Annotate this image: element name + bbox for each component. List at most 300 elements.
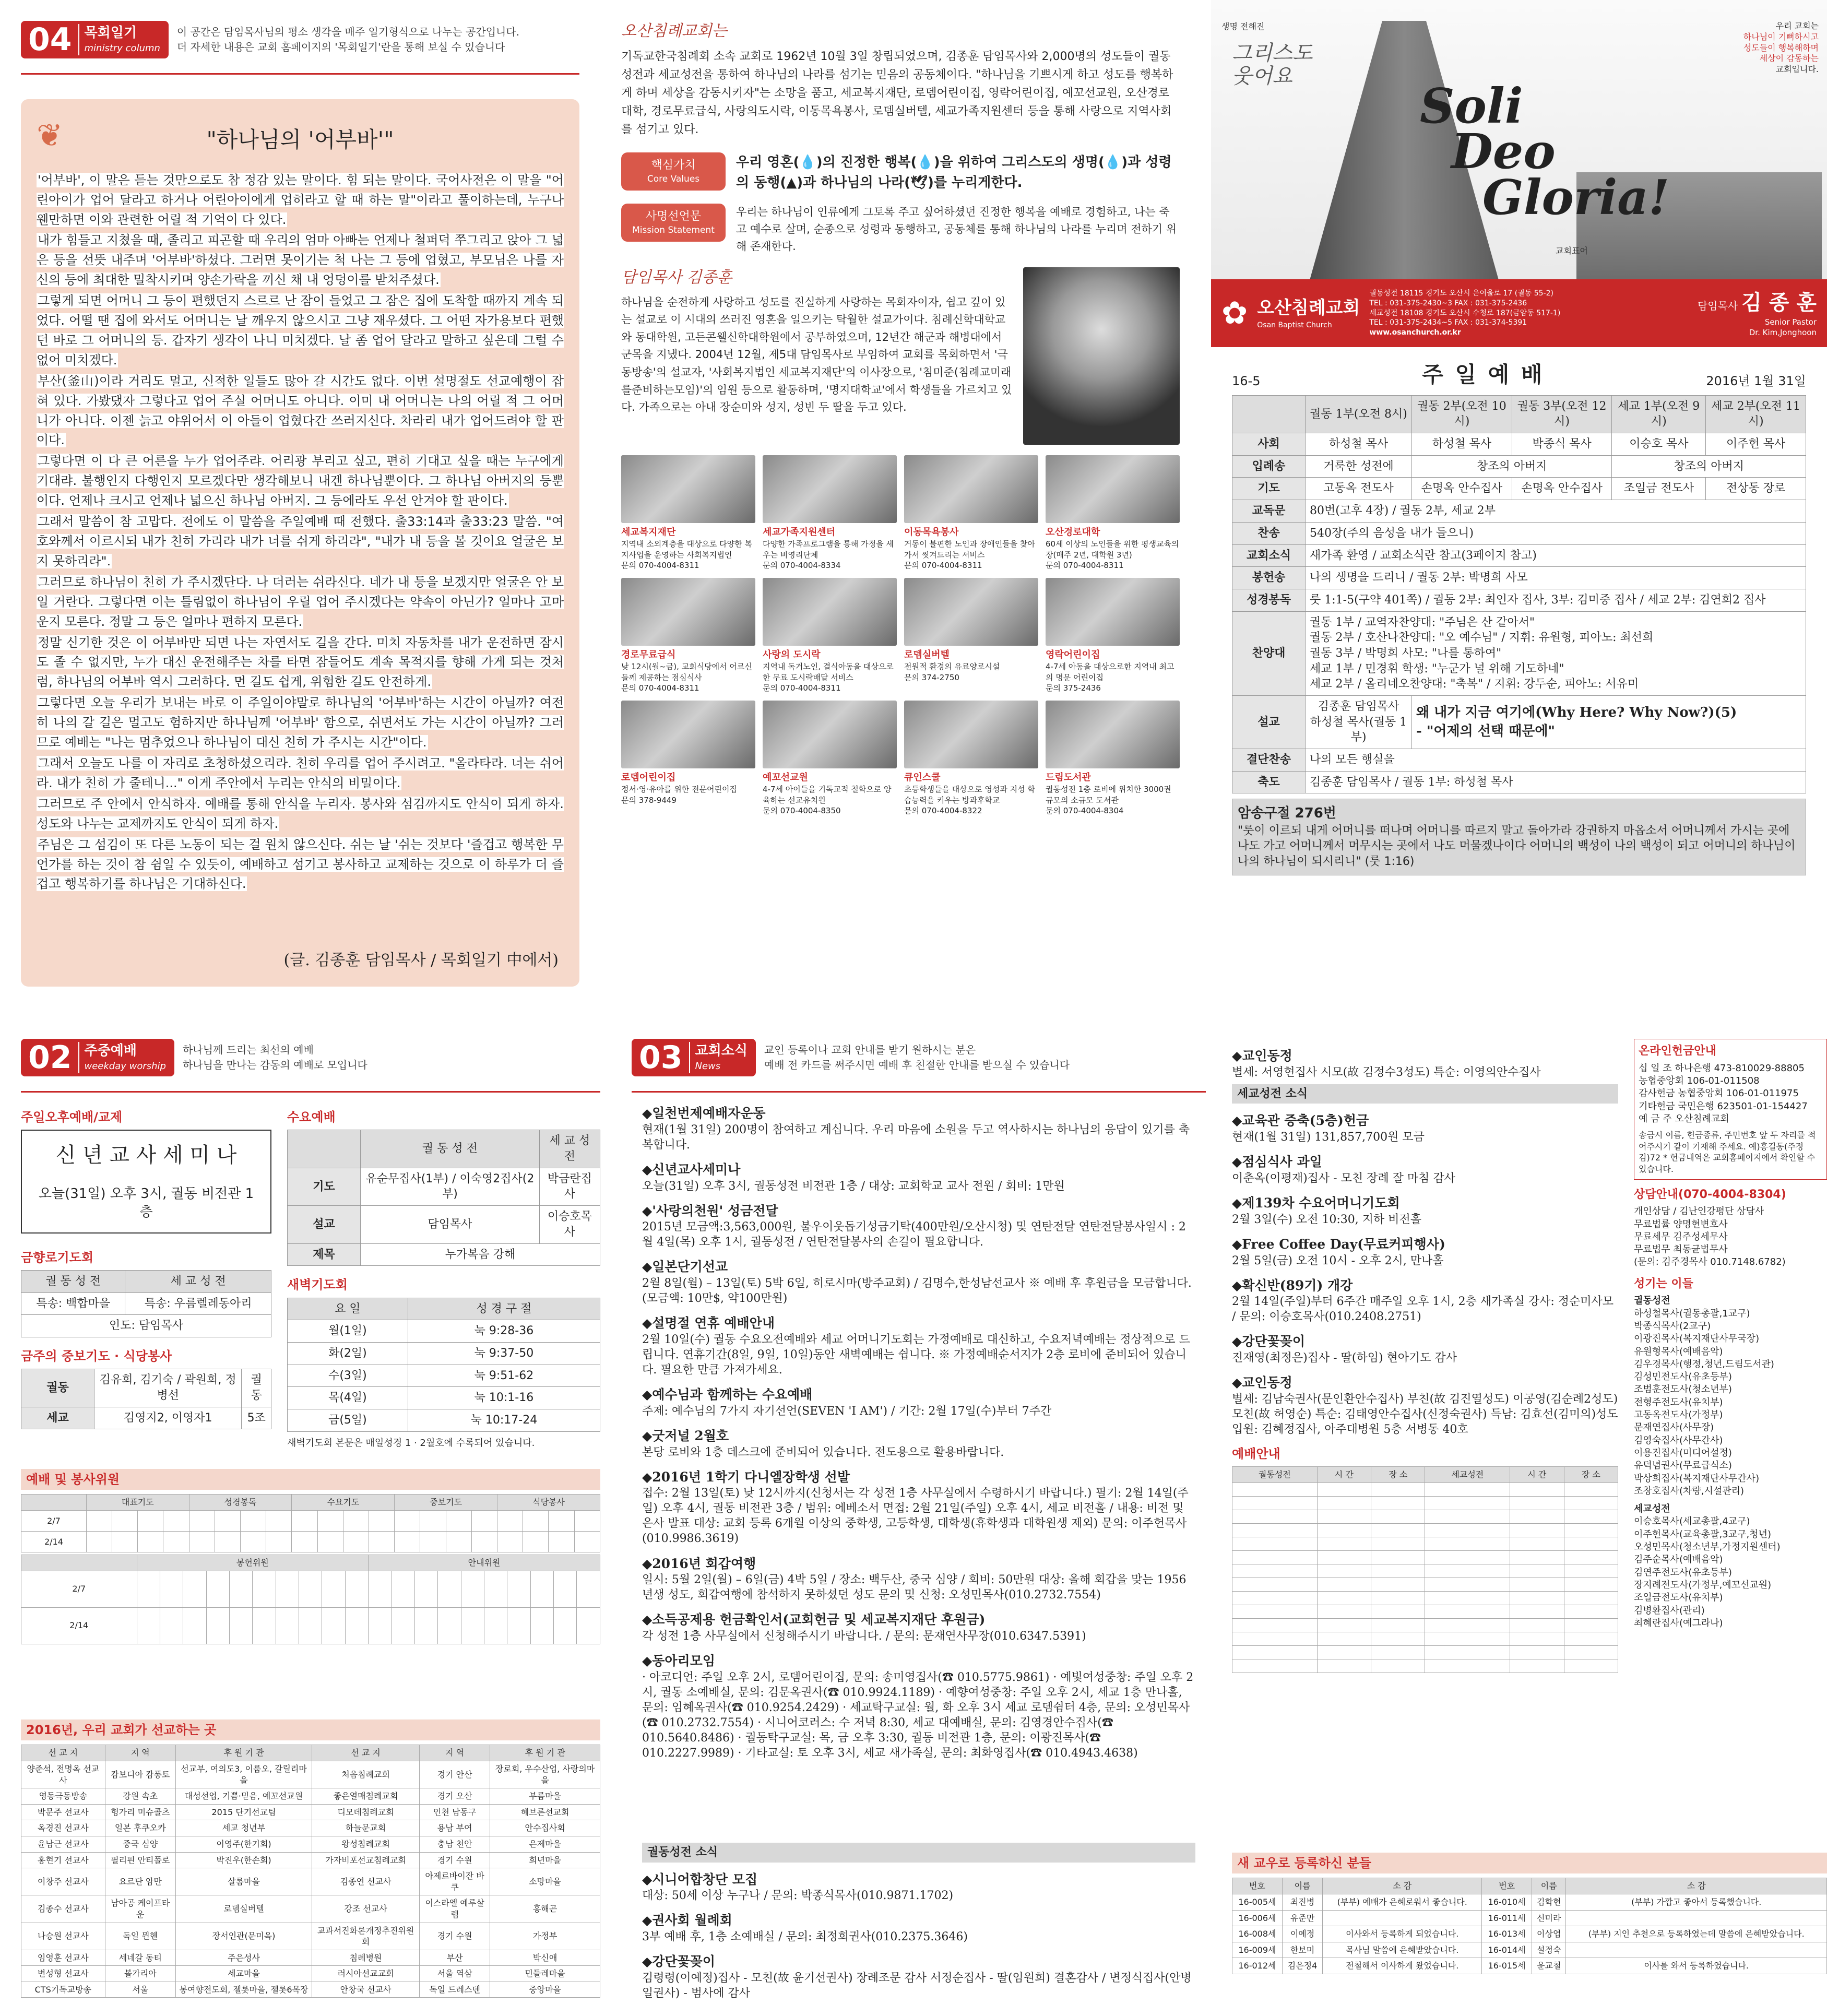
cell: 디모데침례교회: [312, 1804, 420, 1820]
worship-order: [1232, 360, 1806, 875]
choir-line: 궐동 1부 / 교역자찬양대: "주님은 산 같아서": [1310, 615, 1535, 629]
ministry-contact: 문의 070-4004-8322: [904, 805, 982, 815]
col-header: 궐 동 성 전: [21, 1270, 125, 1292]
newcomers-table: [1232, 1878, 1827, 1974]
cover-panel: [1211, 0, 1827, 987]
cell: 수(3일): [288, 1365, 408, 1387]
cell: 눅 10:1-16: [408, 1387, 600, 1409]
church-name-block: [1257, 297, 1360, 330]
website-link[interactable]: www.osanchurch.or.kr: [1369, 328, 1461, 337]
newcomer-row: [1232, 1894, 1827, 1910]
church-intro-text: 기독교한국침례회 소속 교회로 1962년 10월 3일 창립되었으며, 김종훈 담임목사와 2,000명의 성도들이 궐동성전과 세교성전을 통하여 하나님의 나라를 섬기는 믿음의 공동체이다. "하나님을 기쁘시게 하고 성도를 행복하게 하며 세상을 감동시키자"는 소망을 품고, 세교복지재단, 로뎀어린이집, 영락어린이집, 예꼬선교원, 오산경로대학, 경로무료급식, 사랑의도시락, 이동목욕봉사, 로뎀실버텔, 세교가족지원센터 등을 통해 사랑으로 지역사회를 섬기고 있다.: [621, 50, 1173, 137]
account-line: 십 일 조 하나은행 473-810029-88805: [1639, 1062, 1805, 1074]
cell: 양준석, 전명옥 선교사: [21, 1761, 105, 1788]
cell: [1232, 1537, 1318, 1551]
cell: [1564, 1537, 1618, 1551]
ministry-item: [621, 455, 755, 571]
news-list: [642, 1096, 1195, 1761]
name-cell: [414, 1607, 437, 1644]
section-description: [177, 25, 519, 55]
cell: 목사님 말씀에 은혜받았습니다.: [1323, 1942, 1482, 1958]
cell: 부산: [420, 1950, 490, 1966]
choir-row: [1232, 611, 1806, 695]
cell: 김유희, 김기숙 / 곽원희, 정병선: [94, 1369, 242, 1407]
cell: 거룩한 성전에: [1306, 455, 1412, 478]
counsel-line: 무료법무 최동균법무사: [1634, 1244, 1728, 1255]
header-row: [21, 1555, 600, 1571]
essay-body: [37, 171, 564, 895]
ministry-desc: 다양한 가족프로그램을 통해 가정을 세우는 비영리단체: [763, 539, 894, 560]
cell: [1371, 1659, 1425, 1673]
news-item-body: 일시: 5월 2일(월) – 6일(금) 4박 5일 / 장소: 백두산, 중국 심양 / 회비: 50만원 대상: 올해 회갑을 맞는 1956년생 성도, 회갑여행에 참석하지 못하셨던 성도 문의 및 신청: 오성민목사(010.2732.7554): [642, 1573, 1187, 1602]
cell: 김영지2, 이영자1: [94, 1407, 242, 1429]
cell: [1371, 1592, 1425, 1605]
usher-row: [21, 1607, 600, 1644]
cell: [1371, 1537, 1425, 1551]
news-item-title: ◆제139차 수요어머니기도회: [1232, 1195, 1400, 1211]
cell: 홍현기 선교사: [21, 1852, 105, 1868]
time-row: [1232, 1578, 1618, 1592]
cell: [1371, 1510, 1425, 1524]
cell: [1317, 1524, 1371, 1537]
sunday-head: 주일오후예배/교제: [21, 1110, 123, 1124]
cell: 박종식 목사: [1512, 433, 1612, 456]
cell: [1317, 1659, 1371, 1673]
name-cell: [414, 1571, 437, 1607]
cell: [1510, 1632, 1564, 1646]
cell: 눅 9:28-36: [408, 1320, 600, 1343]
ministry-item: [763, 701, 897, 816]
ministry-name: 영락어린이집: [1046, 649, 1100, 661]
essay-text: 주님은 그 섬김이 또 다른 노동이 되는 걸 원치 않으신다. 쉬는 날 '쉬는 것보다 '즐겁고 행복한 무언가를 하는 것이 참 쉼일 수 있듯이, 예배하고 섬기고 봉사하고 교제하는 것으로 이 하루가 더 즐겁고 행복하기를 하나님은 기대하신다.: [37, 837, 564, 892]
row-label: 세교: [21, 1407, 94, 1429]
cell: 충남 천안: [420, 1836, 490, 1852]
cell: [1317, 1578, 1371, 1592]
seminar-info: 오늘(31일) 오후 3시, 궐동 비전관 1층: [38, 1186, 254, 1220]
cell: 최진병: [1282, 1894, 1322, 1910]
cell: [1510, 1592, 1564, 1605]
cell: 유준만: [1282, 1910, 1322, 1926]
cell: 하성철 목사: [1306, 433, 1412, 456]
cell: [1510, 1578, 1564, 1592]
gwol-news-list: [642, 1871, 1195, 2001]
mission-row: [21, 1820, 600, 1836]
news-item-title: ◆2016년 회갑여행: [642, 1556, 756, 1571]
cell: [1425, 1592, 1510, 1605]
cell: [1371, 1524, 1425, 1537]
serve-table: [21, 1369, 271, 1429]
cell: [1510, 1646, 1564, 1659]
core-values-label: [621, 152, 726, 191]
dawn-row: [288, 1365, 600, 1387]
name-cell: [369, 1510, 395, 1531]
weekday-worship-panel: [21, 1039, 600, 2016]
name-cell: [241, 1531, 266, 1552]
cell: [1564, 1551, 1618, 1564]
cell: 16-015세: [1482, 1958, 1532, 1974]
news-item-body: 3부 예배 후, 1층 소예배실 / 문의: 최정희권사(010.2375.3646): [642, 1930, 968, 1944]
cell: 김종훈 담임목사 / 궐동 1부: 하성철 목사: [1306, 771, 1806, 793]
worship-row: [1232, 500, 1806, 523]
name-cell: [446, 1531, 471, 1552]
cell: 16-012세: [1232, 1958, 1283, 1974]
cell: 16-005세: [1232, 1894, 1283, 1910]
wed-row: [288, 1206, 600, 1243]
friday-head: 금향로기도회: [21, 1250, 94, 1265]
motto-sub: 교회표어: [1556, 246, 1588, 256]
ministry-photo: [621, 578, 755, 646]
account-line: 기타헌금 국민은행 623501-01-154427: [1639, 1100, 1808, 1112]
worship-row: [1232, 589, 1806, 611]
corner-cell: [21, 1555, 137, 1571]
staff-line: 유덕념권사(무료급식소): [1634, 1460, 1732, 1472]
row-label: 궐동: [21, 1369, 94, 1407]
staff-line: 이광진목사(복지재단사무국장): [1634, 1333, 1760, 1345]
motto-line: Deo: [1451, 123, 1556, 180]
news-item-title: ◆Free Coffee Day(무료커피행사): [1232, 1236, 1445, 1252]
staff-line: 문재연집사(사무장): [1634, 1422, 1714, 1433]
seminar-box: [21, 1130, 271, 1233]
name-cell: [420, 1531, 446, 1552]
cell: [1232, 1497, 1318, 1510]
cell: 눅 9:37-50: [408, 1342, 600, 1365]
cell: 눅 9:51-62: [408, 1365, 600, 1387]
cell: 캄보디아 캄퐁토: [105, 1761, 175, 1788]
ministry-name: 이동목욕봉사: [904, 527, 959, 538]
vision-line: 교회입니다.: [1775, 64, 1819, 75]
section-badge: [632, 1039, 756, 1076]
cell: [1317, 1592, 1371, 1605]
worship-row: [1232, 749, 1806, 772]
cell: 김은정4: [1282, 1958, 1322, 1974]
cell: [1425, 1659, 1510, 1673]
cell: [1232, 1659, 1318, 1673]
ministry-contact: 문의 070-4004-8334: [763, 560, 841, 570]
cell: 인천 남동구: [420, 1804, 490, 1820]
essay-text: '어부바', 이 말은 듣는 것만으로도 참 정감 있는 말이다. 힘 되는 말이다. 국어사전은 이 말을 "어린아이가 업어 달라고 하거나 어린아이에게 업히라고 할 때 하는 말"이라고 풀이하는데, 누구나 웬만하면 이와 관련한 어릴 적 기억이 다 있다.: [37, 172, 564, 227]
essay-text: 그렇다면 오늘 우리가 보내는 바로 이 주일이야말로 하나님의 '어부바'하는 시간이 아닐까? 여전히 나의 갈 길은 멀고도 험하지만 하나님께 '어부바' 함으로, 쉬면서도 가는 시간이 아닐까? 그러므로 예배는 "나는 멈추었으나 하나님이 대신 친히 가 주시는 시간"이다.: [37, 695, 564, 750]
ministry-name: 세교복지재단: [621, 527, 676, 538]
section-number: 04: [28, 21, 72, 58]
address-line: 궐동성전 18115 경기도 오산시 은여울로 17 (궐동 55-2): [1369, 289, 1553, 298]
wednesday-table: [287, 1130, 600, 1266]
time-row: [1232, 1537, 1618, 1551]
news-item-body: 2월 14일(주일)부터 6주간 매주일 오후 1시, 2층 새가족실 강사: 정순미사모 / 문의: 이승호목사(010.2408.2751): [1232, 1295, 1614, 1324]
cell: 왕성침례교회: [312, 1836, 420, 1852]
cell: [1323, 1910, 1482, 1926]
newcomer-row: [1232, 1942, 1827, 1958]
essay-text: 내가 힘들고 지쳤을 때, 졸리고 피곤할 때 우리의 엄마 아빠는 언제나 철퍼덕 쭈그리고 앉아 그 넓은 등을 선뜻 내주며 '어부바'하셨다. 그러면 못이기는 척 나는 그 등에 업혔고, 부모님은 나를 자신의 등에 최대한 밀착시키며 양손가락을 끼신 채 내 엉덩이를 받쳐주셨다.: [37, 233, 564, 288]
cell: 룻 1:1-5(구약 401쪽) / 궐동 2부: 최인자 집사, 3부: 김미중 집사 / 세교 2부: 김연희2 집사: [1306, 589, 1806, 611]
news-item-body: 2015년 모금액:3,563,000원, 불우이웃돕기성금기탁(400만원/오산시청) 및 연탄전달 연탄전달봉사일시 : 2월 4일(목) 오후 1시, 궐동성전 / 연탄전달봉사의 손길이 필요합니다.: [642, 1220, 1186, 1249]
col-header: 궐동성전: [1232, 1467, 1318, 1483]
counsel-line: 무료법률 양명현변호사: [1634, 1218, 1728, 1230]
pastor-en-name: Dr. Kim,Jonghoon: [1749, 328, 1817, 337]
name-cell: [215, 1531, 240, 1552]
ministry-photo: [763, 455, 897, 523]
name-cell: [266, 1510, 292, 1531]
name-cell: [577, 1607, 600, 1644]
essay-paragraph: [37, 794, 564, 834]
dawn-head: 새벽기도회: [287, 1277, 348, 1292]
name-cell: [369, 1531, 395, 1552]
core-values: [621, 152, 1180, 193]
cell: 윤교철: [1532, 1958, 1566, 1974]
col-header: 후 원 기 관: [490, 1745, 600, 1761]
cell: 민들레마을: [490, 1966, 600, 1982]
cell: 80번(고후 4장) / 궐동 2부, 세교 2부: [1306, 500, 1806, 523]
cell: 가정부: [490, 1923, 600, 1950]
vision-line: 우리 교회는: [1775, 21, 1819, 31]
news-panel: [632, 1039, 1206, 2016]
name-cell: [292, 1531, 317, 1552]
cell: 한보미: [1282, 1942, 1322, 1958]
name-cell: [549, 1510, 574, 1531]
ministry-desc: 초등학생들을 대상으로 영성과 지성 학습능력을 키우는 방과후학교: [904, 785, 1035, 805]
name-cell: [343, 1510, 369, 1531]
ministry-contact: 문의 070-4004-8304: [1046, 805, 1124, 815]
mission-row: [21, 1923, 600, 1950]
cell: 이승호 목사: [1612, 433, 1706, 456]
group-header: 중보기도: [395, 1495, 497, 1511]
cell: 신미라: [1532, 1910, 1566, 1926]
section-number: 03: [639, 1039, 683, 1076]
wednesday-head: 수요예배: [287, 1110, 336, 1124]
cell: 아제르바이잔 바쿠: [420, 1868, 490, 1895]
ministry-item: [621, 701, 755, 816]
news-item-body: 2월 8일(월) – 13일(토) 5박 6일, 히로시마(방주교회) / 김명수,한성남선교사 ※ 예배 후 후원금을 모금합니다.(모금액: 10만$, 약100만원): [642, 1277, 1192, 1306]
time-row: [1232, 1497, 1618, 1510]
cell: [1564, 1564, 1618, 1578]
name-cell: [299, 1607, 322, 1644]
ministry-name: 세교가족지원센터: [763, 527, 836, 538]
name-cell: [317, 1510, 343, 1531]
pastor-bio: 하나님을 순전하게 사랑하고 성도를 진실하게 사랑하는 목회자이자, 쉽고 깊이 있는 설교로 이 시대의 쓰러진 영혼을 일으키는 탁월한 설교가이다. 침례신학대학교와 동대학원, 고든콘웰신학대학원에서 공부하였으며, 12년간 해군과 해병대에서 군목을 지냈다. 2004년 12월, 제5대 담임목사로 부임하여 교회를 목회하면서 '극동방송'의 설교자, '사회복지법인 세교복지재단'의 이사장으로, '침미준(침례교미래를준비하는모임)'의 임원 등으로 활동하며, '명지대학교'에서 학생들을 가르치고 있다. 가족으로는 아내 장순미와 성지, 성빈 두 딸을 두고 있다.: [621, 295, 1012, 414]
name-cell: [523, 1510, 549, 1531]
cell: 좋은열매침례교회: [312, 1788, 420, 1805]
mission-label-ko: 사명선언문: [645, 210, 702, 223]
account-line: 감사헌금 농협중앙회 106-01-011975: [1639, 1088, 1799, 1099]
essay-text: 그러므로 주 안에서 안식하자. 예배를 통해 안식을 누리자. 봉사와 섬김까지도 안식이 되게 하자. 성도와 나누는 교제까지도 안식이 되게 하자.: [37, 796, 564, 831]
news-item-body: 별세: 서영현집사 시모(故 김정수3성도) 특순: 이영의안수집사: [1232, 1065, 1541, 1079]
ministry-item: [763, 455, 897, 571]
cell: 김종수 선교사: [21, 1895, 105, 1923]
name-cell: [554, 1571, 577, 1607]
service-times-head: 예배안내: [1232, 1446, 1280, 1462]
cell: 부름마을: [490, 1788, 600, 1805]
cell: 박문주 선교사: [21, 1804, 105, 1820]
row-label: 찬양대: [1232, 611, 1306, 695]
cell: [1566, 1942, 1827, 1958]
group-header: 봉헌위원: [137, 1555, 369, 1571]
cell: [1564, 1605, 1618, 1619]
cell: [1371, 1605, 1425, 1619]
row-label: 교독문: [1232, 500, 1306, 523]
section-badge: [21, 21, 169, 58]
cell: [1425, 1605, 1510, 1619]
ministry-desc: 4-7세 아이들을 기독교적 철학으로 양육하는 선교유치원: [763, 785, 892, 805]
cell: [1317, 1510, 1371, 1524]
cell: 이승호목사: [539, 1206, 600, 1243]
col-header: 시 간: [1510, 1467, 1564, 1483]
section-title-en: ministry column: [84, 43, 160, 54]
cell: 필리핀 안티폴로: [105, 1852, 175, 1868]
staff-gwol-label: 궐동성전: [1634, 1295, 1670, 1307]
col-header: 소 감: [1323, 1878, 1482, 1894]
name-cell: [292, 1510, 317, 1531]
heart-icon: ❦: [37, 117, 63, 154]
cell: 16-009세: [1232, 1942, 1283, 1958]
cell: 남아공 케이프타운: [105, 1895, 175, 1923]
service-column-header: 궐동 3부(오전 12시): [1512, 395, 1612, 433]
ministry-item: [763, 578, 897, 693]
staff-line: 김우경목사(행정,청년,드림도서관): [1634, 1358, 1774, 1370]
cell: 임영훈 선교사: [21, 1950, 105, 1966]
name-cell: [343, 1531, 369, 1552]
cell: [1232, 1592, 1318, 1605]
name-cell: [392, 1571, 414, 1607]
col-header: 지 역: [420, 1745, 490, 1761]
essay-paragraph: [37, 573, 564, 632]
col-header: 시 간: [1317, 1467, 1371, 1483]
newcomer-row: [1232, 1926, 1827, 1942]
cell: 5조: [242, 1407, 271, 1429]
header-row: [1232, 1878, 1827, 1894]
cell: 16-008세: [1232, 1926, 1283, 1942]
ministry-contact: 문의 070-4004-8311: [763, 683, 841, 693]
name-cell: [276, 1607, 299, 1644]
volunteer-row: [21, 1531, 600, 1552]
news-item-title: ◆강단꽃꽂이: [1232, 1334, 1305, 1349]
news-item-title: ◆점심식사 과일: [1232, 1154, 1322, 1170]
name-cell: [322, 1607, 345, 1644]
choir-cell: [1306, 611, 1806, 695]
staff-line: 김영숙집사(사무간사): [1634, 1434, 1723, 1446]
news-item-title: ◆예수님과 함께하는 수요예배: [642, 1387, 813, 1403]
name-cell: [395, 1510, 420, 1531]
section-title-en: News: [695, 1061, 721, 1072]
news-item-title: ◆동아리모임: [642, 1653, 715, 1669]
date-cell: 2/7: [21, 1510, 87, 1531]
name-cell: [530, 1571, 553, 1607]
cell: [1564, 1497, 1618, 1510]
cell: [1564, 1659, 1618, 1673]
name-cell: [112, 1531, 138, 1552]
news-item-title: ◆강단꽃꽂이: [642, 1954, 715, 1970]
date-cell: 2/14: [21, 1607, 137, 1644]
news-item-title: ◆'사랑의천원' 성금전달: [642, 1203, 778, 1218]
online-note: 송금시 이름, 헌금종류, 주민번호 앞 두 자리를 적어주시기 같이 기재해 주세요. 예)홍길동(주정김)72 * 헌금내역은 교회홈페이지에서 확인할 수 있습니다.: [1639, 1130, 1816, 1174]
col-header: 세 교 성 전: [125, 1270, 271, 1292]
header-row: [288, 1130, 600, 1168]
cell: 살롬마을: [175, 1868, 312, 1895]
cell: (부부) 가깝고 좋아서 등록했습니다.: [1566, 1894, 1827, 1910]
news-item-body: 대상: 50세 이상 누구나 / 문의: 박종식목사(010.9871.1702): [642, 1889, 954, 1903]
cell: 창조의 아버지: [1612, 455, 1806, 478]
cell: 전철해서 이사하게 왔었습니다.: [1323, 1958, 1482, 1974]
name-cell: [369, 1607, 392, 1644]
cell: 안창국 선교사: [312, 1982, 420, 1998]
worship-row: [1232, 522, 1806, 544]
cell: 특송: 우름렐레동아리: [125, 1292, 271, 1315]
news-item-title: ◆교인동정: [1232, 1048, 1292, 1063]
fri-row: [21, 1292, 271, 1315]
cell: 헝가리 미슈콜츠: [105, 1804, 175, 1820]
cell: 처음침례교회: [312, 1761, 420, 1788]
ministry-name: 드림도서관: [1046, 772, 1091, 784]
seminar-title: 신 년 교 사 세 미 나: [55, 1143, 237, 1168]
cell: 나의 생명을 드리니 / 궐동 2부: 박명희 사모: [1306, 567, 1806, 589]
cell: 새가족 환영 / 교회소식란 참고(3페이지 참고): [1306, 544, 1806, 567]
time-row: [1232, 1564, 1618, 1578]
divider: [21, 73, 579, 75]
staff-line: 장지례전도사(가정부,예꼬선교원): [1634, 1579, 1772, 1591]
time-row: [1232, 1592, 1618, 1605]
cell: 중앙마을: [490, 1982, 600, 1998]
volunteer-table: [21, 1494, 600, 1552]
header-row: [21, 1495, 600, 1511]
address-line: 세교성전 18108 경기도 오산시 수청로 187(금암동 517-1): [1369, 309, 1561, 317]
cell: 장서인관(문미옥): [175, 1923, 312, 1950]
motto-line: Gloria!: [1482, 169, 1670, 226]
news-item-title: ◆2016년 1학기 다니엘장학생 선발: [642, 1469, 850, 1485]
church-name: 오산침례교회: [1257, 297, 1360, 318]
col-header: 소 감: [1566, 1878, 1827, 1894]
cell: 로뎀실버텔: [175, 1895, 312, 1923]
worship-row: [1232, 478, 1806, 500]
cell: [1425, 1537, 1510, 1551]
ministry-desc: 지역내 소외계층을 대상으로 다양한 복지사업을 운영하는 사회복지법인: [621, 539, 752, 560]
volunteer-row: [21, 1510, 600, 1531]
ministry-name: 경로무료급식: [621, 649, 676, 661]
ministry-desc: 궐동성전 1층 로비에 위치한 3000권 규모의 소규모 도서관: [1046, 785, 1171, 805]
cell: [1510, 1537, 1564, 1551]
cell: 나승원 선교사: [21, 1923, 105, 1950]
news-item-title: ◆설명절 연휴 예배안내: [642, 1315, 775, 1331]
cell: 금(5일): [288, 1409, 408, 1432]
cell: 조일금 전도사: [1612, 478, 1706, 500]
church-banner: [1211, 279, 1827, 347]
name-cell: [369, 1571, 392, 1607]
cell: 강원 속초: [105, 1788, 175, 1805]
online-accounts: [1639, 1062, 1822, 1125]
sermon-title: 왜 내가 지금 여기에(Why Here? Why Now?)(5): [1416, 705, 1737, 721]
cell: 김학현: [1532, 1894, 1566, 1910]
name-cell: [549, 1531, 574, 1552]
cell: [1425, 1510, 1510, 1524]
col-header: 세 교 성 전: [539, 1130, 600, 1168]
cell: 선교부, 여의도3, 이룸오, 갈릴리마을: [175, 1761, 312, 1788]
header-row: [21, 1270, 271, 1292]
cell: [1317, 1619, 1371, 1632]
cell: 중국 심양: [105, 1836, 175, 1852]
cell: [1317, 1646, 1371, 1659]
memory-verse: [1232, 799, 1806, 875]
essay-paragraph: [37, 291, 564, 371]
vision-line: 하나님이 기뻐하시고: [1743, 31, 1819, 42]
divider: [21, 1091, 600, 1093]
mission-row: [21, 1966, 600, 1982]
dawn-row: [288, 1320, 600, 1343]
news-item-body: 오늘(31일) 오후 3시, 궐동성전 비전관 1층 / 대상: 교회학교 교사 전원 / 회비: 1만원: [642, 1179, 1065, 1193]
ministry-desc: 지역내 독거노인, 결식아동을 대상으로 한 무료 도시락배달 서비스: [763, 662, 894, 682]
news-item-body: 김령령(이예정)집사 - 모친(故 윤기선권사) 장례조문 감사 서정순집사 - 딸(임원희) 결혼감사 / 변정식집사(안병일권사) - 범사에 감사: [642, 1972, 1192, 2000]
cell: [1371, 1646, 1425, 1659]
name-cell: [253, 1571, 276, 1607]
name-cell: [484, 1607, 507, 1644]
time-row: [1232, 1483, 1618, 1497]
name-cell: [507, 1571, 530, 1607]
